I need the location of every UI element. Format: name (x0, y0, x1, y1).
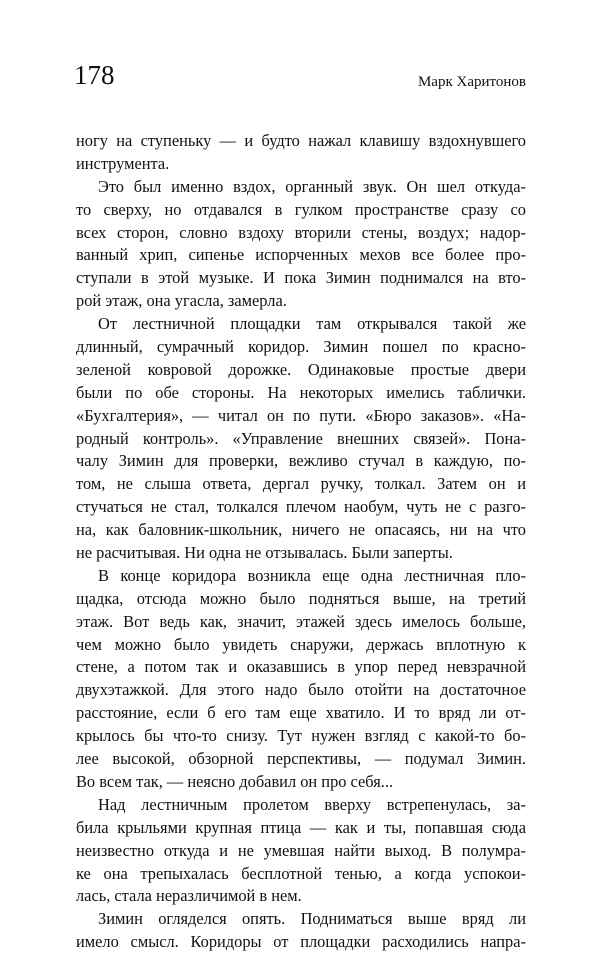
text-line: длинный, сумрачный коридор. Зимин пошел по красно- (76, 337, 526, 357)
text-line: расстояние, если б его там еще хватило. И то вряд ли от- (76, 703, 526, 723)
running-head-author: Марк Харитонов (417, 74, 526, 90)
paragraph-first-line: Над лестничным пролетом вверху встрепенулась, за- (98, 794, 526, 814)
text-line: лась, стала неразличимой в нем. (76, 886, 302, 906)
page-number: 178 (74, 60, 115, 90)
text-line: имело смысл. Коридоры от площадки расходились напра- (76, 932, 526, 952)
text-line: рой этаж, она угасла, замерла. (76, 291, 287, 311)
text-line: лее высокой, обзорной перспективы, — подумал Зимин. (76, 749, 526, 769)
text-line: ванный хрип, сипенье испорченных мехов все более про- (76, 245, 526, 265)
text-line: не расчитывая. Ни одна не отзывалась. Были заперты. (76, 543, 453, 563)
text-line: ступали в этой музыке. И пока Зимин поднимался на вто- (76, 268, 526, 288)
text-line: неизвестно откуда и не умевшая найти выход. В полумра- (76, 840, 526, 860)
text-line: крылось бы что-то снизу. Тут нужен взгляд с какой-то бо- (76, 726, 526, 746)
paragraph-first-line: Это был именно вздох, органный звук. Он шел откуда- (98, 176, 526, 196)
text-line: била крыльями крупная птица — как и ты, попавшая сюда (76, 817, 526, 837)
text-line: то сверху, но отдавался в гулком пространстве сразу со (76, 199, 526, 219)
text-line: Во всем так, — неясно добавил он про себя... (76, 771, 394, 791)
text-line: инструмента. (76, 153, 170, 173)
text-line: на, как баловник-школьник, ничего не опасаясь, ни на что (76, 520, 526, 540)
text-line: ке она трепыхалась бесплотной тенью, а когда успокои- (76, 863, 526, 883)
text-line: щадка, отсюда можно было подняться выше, на третий (76, 588, 526, 608)
paragraph-first-line: В конце коридора возникла еще одна лестничная пло- (98, 565, 526, 585)
text-line: стене, а потом так и оказавшись в упор перед невзрачной (76, 657, 526, 677)
paragraph-first-line: Зимин огляделся опять. Подниматься выше вряд ли (98, 909, 526, 929)
text-line: том, не слыша ответа, дергал ручку, толкал. Затем он и (76, 474, 526, 494)
text-line: зеленой ковровой дорожке. Одинаковые простые двери (76, 359, 526, 379)
text-line: чалу Зимин для проверки, вежливо стучал в каждую, по- (76, 451, 526, 471)
text-line: стучаться не стал, толкался плечом наобум, чуть не с разго- (76, 497, 526, 517)
text-line: «Бухгалтерия», — читал он по пути. «Бюро заказов». «На- (76, 405, 526, 425)
text-line: ногу на ступеньку — и будто нажал клавишу вздохнувшего (76, 131, 526, 150)
text-line: всех сторон, словно вздоху вторили стены, воздух; надор- (76, 222, 526, 242)
text-line: были по обе стороны. На некоторых имелись таблички. (76, 382, 526, 402)
text-line: этаж. Вот ведь как, значит, этажей здесь имелось больше, (76, 611, 526, 631)
text-line: родный контроль». «Управление внешних связей». Пона- (76, 428, 526, 448)
text-line: двухэтажкой. Для этого надо было отойти на достаточное (76, 680, 526, 700)
body-text (76, 130, 526, 954)
text-line: чем можно было увидеть снаружи, держась вплотную к (76, 634, 526, 654)
paragraph-first-line: От лестничной площадки там открывался такой же (98, 314, 526, 334)
